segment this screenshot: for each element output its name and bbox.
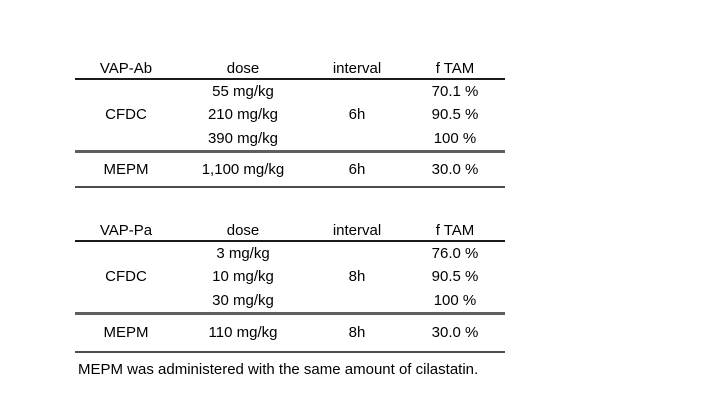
interval-cell: 6h [348, 106, 366, 124]
mepm-row [75, 153, 505, 188]
header-dose: dose [226, 59, 260, 77]
table-header-row [75, 220, 505, 242]
header-group-label: VAP-Pa [99, 221, 153, 239]
ftam-cell: 90.5 % [431, 268, 479, 286]
dose-cell: 210 mg/kg [207, 106, 279, 124]
interval-cell: 8h [348, 268, 366, 286]
ftam-cell: 70.1 % [431, 83, 479, 101]
mepm-row [75, 315, 505, 353]
dose-cell: 110 mg/kg [208, 324, 278, 342]
table-header-row [75, 58, 505, 80]
dose-cell: 390 mg/kg [207, 129, 279, 147]
dose-cell: 3 mg/kg [216, 245, 270, 263]
ftam-cell: 100 % [433, 129, 477, 147]
ftam-cell: 76.0 % [431, 245, 479, 263]
drug-label-cfdc: CFDC [105, 106, 147, 124]
vap-ab-table [75, 58, 505, 188]
vap-pa-table [75, 220, 505, 353]
dose-cell: 55 mg/kg [212, 83, 274, 101]
ftam-cell: 30.0 % [431, 160, 479, 178]
ftam-cell: 90.5 % [431, 106, 479, 124]
dose-cell: 10 mg/kg [212, 268, 274, 286]
drug-label-cfdc: CFDC [105, 268, 147, 286]
dose-cell: 30 mg/kg [212, 291, 274, 309]
dose-cell: 1,100 mg/kg [201, 160, 285, 178]
header-interval: interval [332, 221, 382, 239]
cfdc-section [75, 242, 505, 315]
drug-label-mepm: MEPM [103, 160, 149, 178]
interval-cell: 6h [348, 160, 366, 178]
ftam-cell: 100 % [433, 291, 477, 309]
header-dose: dose [226, 221, 260, 239]
header-interval: interval [332, 59, 382, 77]
ftam-cell: 30.0 % [431, 324, 479, 342]
header-group-label: VAP-Ab [99, 59, 153, 77]
header-ftam: f TAM [435, 221, 475, 239]
interval-cell: 8h [348, 324, 366, 342]
footnote: MEPM was administered with the same amount of cilastatin. [78, 361, 479, 378]
header-ftam: f TAM [435, 59, 475, 77]
cfdc-section [75, 80, 505, 153]
drug-label-mepm: MEPM [103, 324, 149, 342]
